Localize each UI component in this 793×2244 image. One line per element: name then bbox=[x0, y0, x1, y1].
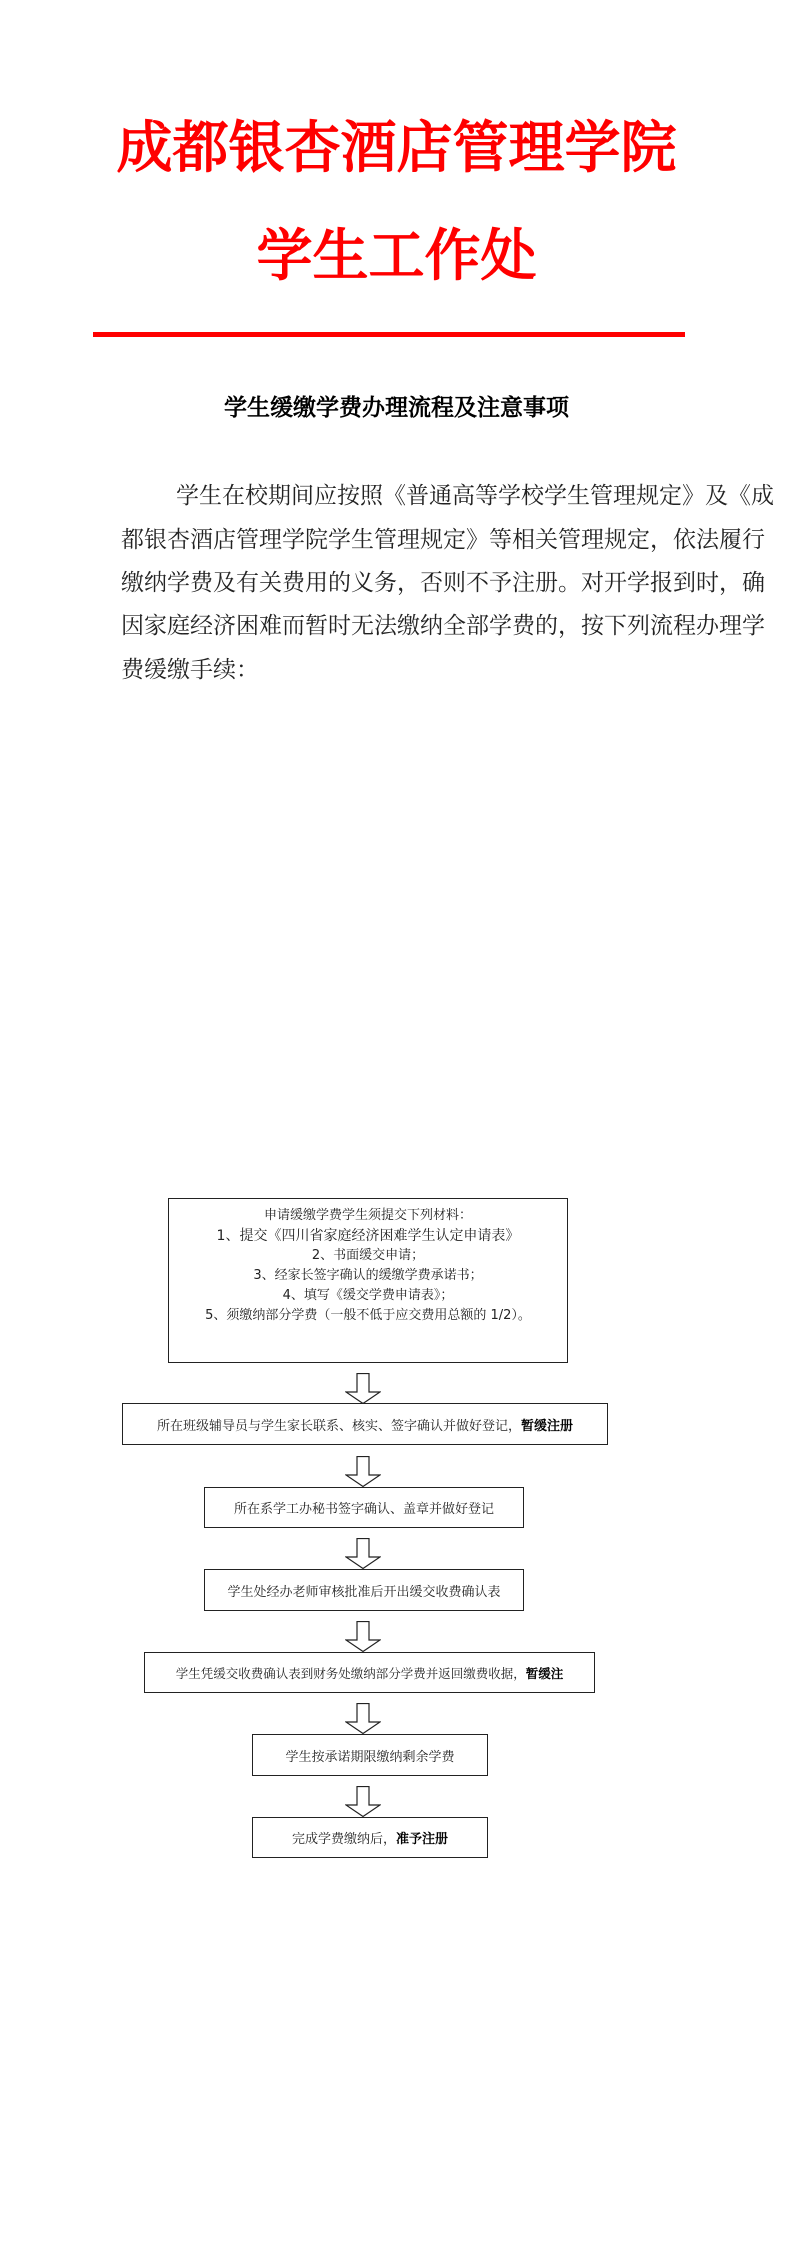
step-text: 学生处经办老师审核批准后开出缓交收费确认表 bbox=[227, 1584, 501, 1600]
document-title: 学生缓缴学费办理流程及注意事项 bbox=[224, 394, 569, 421]
intro-line: 因家庭经济困难而暂时无法缴纳全部学费的，按下列流程办理学 bbox=[121, 613, 765, 639]
step-text: 所在班级辅导员与学生家长联系、核实、签字确认并做好登记， bbox=[156, 1418, 521, 1434]
intro-line: 都银杏酒店管理学院学生管理规定》等相关管理规定，依法履行 bbox=[121, 527, 765, 553]
org-name-heading: 成都银杏酒店管理学院 bbox=[116, 115, 677, 181]
intro-line: 学生在校期间应按照《普通高等学校学生管理规定》及《成 bbox=[176, 483, 774, 509]
flow-step-5 bbox=[252, 1734, 488, 1776]
flow-step-6 bbox=[252, 1817, 488, 1858]
materials-heading: 申请缓缴学费学生须提交下列材料： bbox=[263, 1208, 472, 1223]
step-text: 所在系学工办秘书签字确认、盖章并做好登记 bbox=[233, 1502, 494, 1517]
materials-item: 5、须缴纳部分学费（一般不低于应交费用总额的 1/2）。 bbox=[205, 1308, 531, 1323]
down-arrow-icon bbox=[345, 1373, 381, 1404]
down-arrow-icon bbox=[345, 1786, 381, 1817]
flow-step-3 bbox=[204, 1569, 524, 1611]
materials-item: 3、经家长签字确认的缓缴学费承诺书； bbox=[253, 1268, 483, 1283]
down-arrow-icon bbox=[345, 1538, 381, 1569]
department-heading: 学生工作处 bbox=[256, 223, 537, 289]
down-arrow-icon bbox=[345, 1456, 381, 1487]
flow-step-2 bbox=[204, 1487, 524, 1528]
down-arrow-icon bbox=[345, 1703, 381, 1734]
step-text: 学生凭缓交收费确认表到财务处缴纳部分学费并返回缴费收据， bbox=[175, 1665, 526, 1681]
flow-step-4 bbox=[144, 1652, 595, 1693]
intro-line: 缴纳学费及有关费用的义务，否则不予注册。对开学报到时，确 bbox=[121, 570, 765, 596]
materials-item: 2、书面缓交申请； bbox=[311, 1248, 425, 1263]
materials-item: 4、填写《缓交学费申请表》； bbox=[282, 1288, 454, 1303]
step-text: 学生按承诺期限缴纳剩余学费 bbox=[285, 1749, 455, 1765]
step-text: 完成学费缴纳后， bbox=[291, 1832, 396, 1847]
step-emphasis: 暂缓注册 bbox=[521, 1418, 574, 1434]
down-arrow-icon bbox=[345, 1621, 381, 1652]
materials-item: 1、提交《四川省家庭经济困难学生认定申请表》 bbox=[216, 1228, 520, 1244]
flow-step-1 bbox=[122, 1403, 608, 1445]
step-emphasis: 准予注册 bbox=[396, 1832, 449, 1847]
intro-line: 费缓缴手续： bbox=[121, 657, 259, 683]
step-emphasis: 暂缓注 bbox=[525, 1665, 564, 1681]
materials-box bbox=[168, 1198, 568, 1363]
header-divider bbox=[93, 332, 685, 337]
